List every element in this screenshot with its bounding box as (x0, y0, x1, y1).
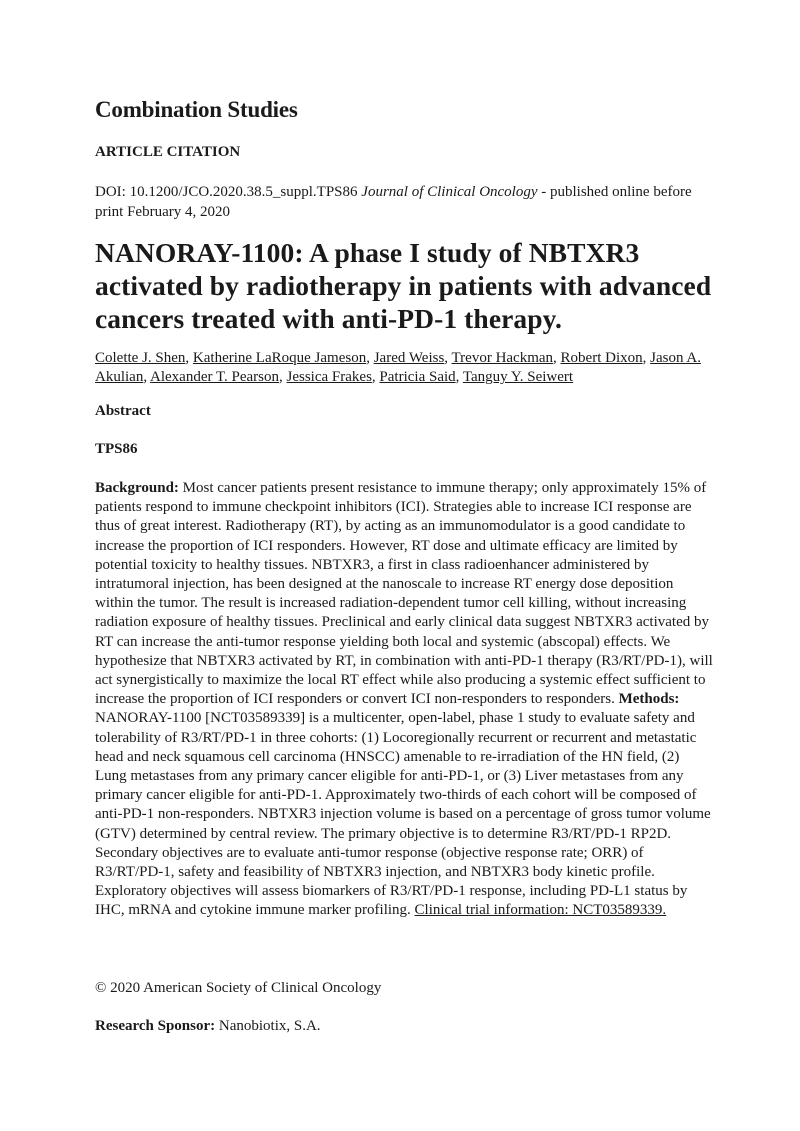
doi-text: DOI: 10.1200/JCO.2020.38.5_suppl.TPS86 (95, 184, 362, 200)
research-sponsor (95, 1018, 321, 1035)
section-title: Combination Studies (95, 97, 298, 122)
methods-label: Methods: (618, 691, 680, 708)
author-link[interactable]: Patricia Said (379, 369, 456, 385)
author-link[interactable]: Jessica Frakes (286, 369, 372, 385)
copyright-notice: © 2020 American Society of Clinical Oncology (95, 980, 382, 996)
clinical-trial-link[interactable]: Clinical trial information: NCT03589339. (414, 902, 667, 919)
author-link[interactable]: Colette J. Shen (95, 350, 186, 366)
author-link[interactable]: Robert Dixon (560, 350, 643, 366)
author-link[interactable]: Tanguy Y. Seiwert (462, 369, 574, 385)
author-link[interactable]: Alexander T. Pearson (150, 369, 280, 385)
background-text: Most cancer patients present resistance to immune therapy; only approximately 15% of patients respond to immune checkpoint inhibitors (ICI). Strategies able to increase ICI response are thus of great interest. Radiotherapy (RT), by acting as an immunomodulator is a good candidate to increase the proportion of ICI responders. However, RT dose and ultimate efficacy are limited by potential toxicity to healthy tissues. NBTXR3, a first in class radioenhancer administered by intratumoral injection, has been designed at the nanoscale to increase RT energy dose deposition within the tumor. The result is increased radiation-dependent tumor cell killing, without increasing radiation exposure of healthy tissues. Preclinical and early clinical data suggest NBTXR3 activated by RT can increase the anti-tumor response yielding both local and systemic (abscopal) effects. We hypothesize that NBTXR3 activated by RT, in combination with anti-PD-1 therapy (R3/RT/PD-1), will act synergistically to maximize the local RT effect while also producing a systemic effect sufficient to increase the proportion of ICI responders or convert ICI non-responders to responders. (95, 480, 713, 708)
abstract-id: TPS86 (95, 441, 138, 457)
abstract-heading: Abstract (95, 403, 151, 419)
author-link[interactable]: Jared Weiss (373, 350, 445, 366)
publication-date: - published online before print February 4, 2020 (95, 184, 692, 220)
author-link[interactable]: Katherine LaRoque Jameson (192, 350, 367, 366)
article-title: NANORAY-1100: A phase I study of NBTXR3 activated by radiotherapy in patients with advanced cancers treated with anti-PD-1 therapy. (95, 237, 712, 334)
doi-citation (95, 182, 715, 222)
author-link[interactable]: Jason A. Akulian (95, 350, 701, 385)
journal-name: Journal of Clinical Oncology (361, 184, 538, 200)
background-label: Background: (95, 480, 179, 496)
sponsor-value: Nanobiotix, S.A. (215, 1018, 321, 1034)
sponsor-label: Research Sponsor: (95, 1018, 216, 1034)
author-list: Colette J. Shen, Katherine LaRoque Jameson, Jared Weiss, Trevor Hackman, Robert Dixon, Jason A. Akulian, Alexander T. Pearson, Jessica Frakes, Patricia Said, Tanguy Y. Seiwert (95, 350, 701, 385)
author-link[interactable]: Trevor Hackman (451, 350, 554, 366)
article-citation-label: ARTICLE CITATION (95, 144, 241, 160)
methods-text: NANORAY-1100 [NCT03589339] is a multicenter, open-label, phase 1 study to evaluate safety and tolerability of R3/RT/PD-1 in three cohorts: (1) Locoregionally recurrent or recurrent and metastatic head and neck squamous cell carcinoma (HNSCC) amenable to re-irradiation of the HN field, (2) Lung metastases from any primary cancer eligible for anti-PD-1, or (3) Liver metastases from any primary cancer eligible for anti-PD-1. Approximately two-thirds of each cohort will be composed of anti-PD-1 non-responders. NBTXR3 injection volume is based on a percentage of gross tumor volume (GTV) determined by central review. The primary objective is to determine R3/RT/PD-1 RP2D. Secondary objectives are to evaluate anti-tumor response (objective response rate; ORR) of R3/RT/PD-1, safety and feasibility of NBTXR3 injection, and NBTXR3 body kinetic profile. Exploratory objectives will assess biomarkers of R3/RT/PD-1 response, including PD-L1 status by IHC, mRNA and cytokine immune marker profiling. (95, 710, 711, 919)
abstract-body (95, 479, 713, 921)
